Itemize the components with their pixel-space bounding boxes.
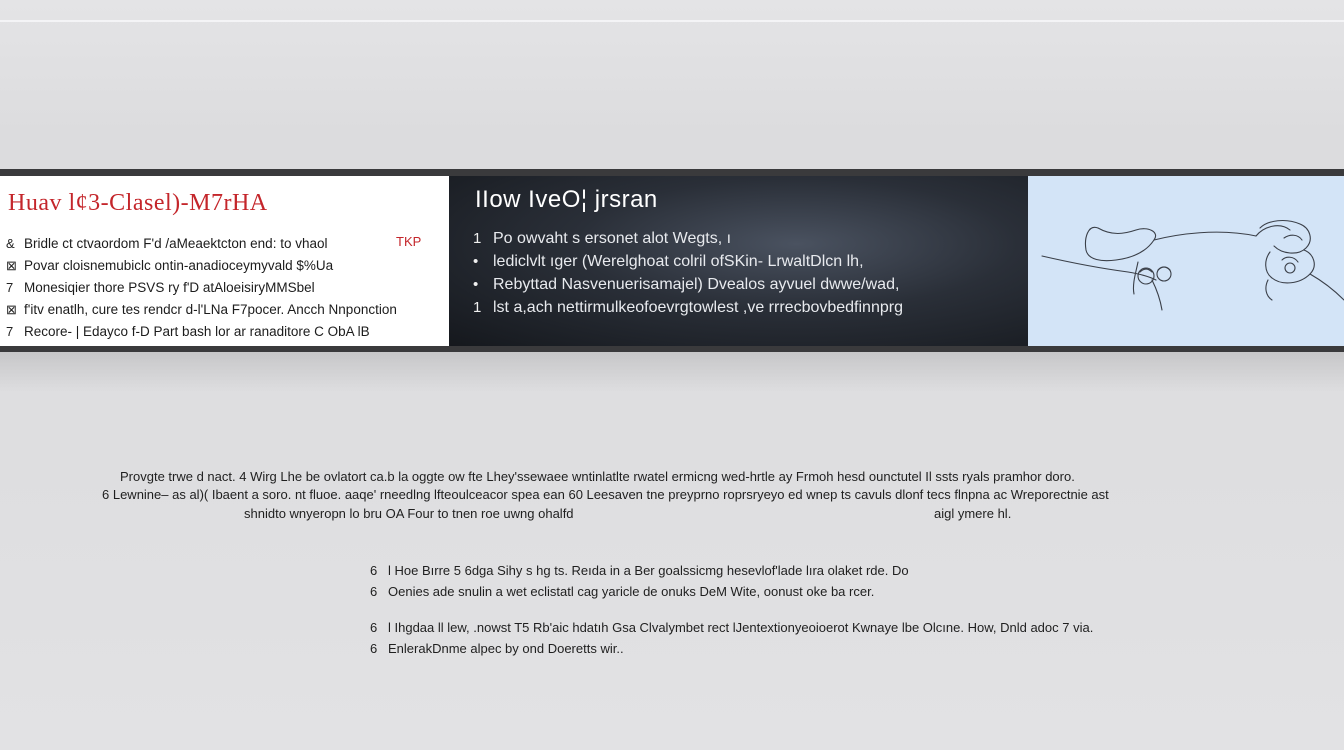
bullet-list-b [370,617,1093,659]
list-bullet: 7 [6,280,14,295]
list-item [473,227,903,250]
list-item [370,581,909,602]
list-item [370,617,1093,638]
list-item-text: lediclvlt ıger (Werelghoat colril ofSKin- LrwaltDlcn lh, [493,253,864,270]
top-divider [0,20,1344,22]
banner-strip [0,169,1344,352]
left-panel-title: Huav l¢3-Clasel)-M7rHA [8,190,268,216]
list-item [6,233,397,255]
list-item-text: Recore- | Edayco f-D Part bash lor ar ranaditore C ObA lB [24,324,370,339]
list-item [370,638,1093,659]
banner-shadow [0,352,1344,392]
list-item-text: l Hoe Bırre 5 6dga Sihy s hg ts. Reıda in a Ber goalssicmg hesevlof'lade lıra olaket rde. Do [388,563,909,578]
list-item-text: Oenies ade snulin a wet eclistatl cag yaricle de onuks DeM Wite, oonust oke ba rcer. [388,584,875,599]
left-panel-list [6,233,397,343]
list-item-text: f'itv enatlh, cure tes rendcr d-l'LNa F7pocer. Ancch Nnponction [24,302,397,317]
list-bullet: ⊠ [6,302,17,317]
list-bullet: 1 [473,299,482,316]
list-item [473,250,903,273]
list-bullet: 6 [370,641,378,656]
list-item-text: l Ihgdaa ll lew, .nowst T5 Rb'aic hdatıh Gsa Clvalymbet rect lJentextionyeoioerot Kwnaye lbe Olcıne. How, Dnld adoc 7 via. [388,620,1094,635]
list-bullet: • [473,276,479,293]
left-panel-tag: TKP [396,234,422,249]
list-item [473,273,903,296]
middle-panel-list [473,227,903,319]
left-panel [0,176,449,346]
list-bullet: • [473,253,479,270]
list-bullet: 6 [370,563,378,578]
list-item-text: Povar cloisnemubiclc ontin-anadioceymyvald $%Ua [24,258,334,273]
list-item [6,277,397,299]
list-item [6,255,397,277]
list-item-text: lst a,ach nettirmulkeofoevrgtowlest ,ve rrrecbovbedfinnprg [493,299,903,316]
list-item-text: Bridle ct ctvaordom F'd /aMeaektcton end: to vhaol [24,236,328,251]
list-item [370,560,909,581]
list-item-text: EnlerakDnme alpec by ond Doeretts wir.. [388,641,624,656]
paragraph-line: shnidto wnyeropn lo bru OA Four to tnen roe uwng ohalfd [244,506,574,521]
paragraph-line: aigl ymere hl. [934,506,1012,521]
list-bullet: 6 [370,620,378,635]
line-sketch-illustration [1028,176,1344,346]
list-item [6,299,397,321]
list-item-text: Monesiqier thore PSVS ry f'D atAloeisiryMMSbel [24,280,315,295]
list-item [473,296,903,319]
list-bullet: 1 [473,230,482,247]
middle-panel [449,176,1028,346]
list-item-text: Rebyttad Nasvenuerisamajel) Dvealos ayvuel dwwe/wad, [493,276,900,293]
list-bullet: 6 [370,584,378,599]
list-item-text: Po owvaht s ersonet alot Wegts, ı [493,230,732,247]
list-bullet: ⊠ [6,258,17,273]
list-item [6,321,397,343]
right-panel-illustration [1028,176,1344,346]
middle-panel-title: IIow IveO¦ jrsran [475,186,658,213]
paragraph-line: Provgte trwe d nact. 4 Wirg Lhe be ovlatort ca.b la oggte ow fte Lhey'ssewaee wntinlatlte rwatel ermicng wed-hrtle ay Frmoh hesd ounctutel Il ssts ryals pramhor doro. [120,469,1075,484]
paragraph-line: 6 Lewnine– as al)( Ibaent a soro. nt fluoe. aaqe' rneedlng lfteoulceacor spea ean 60 Leesaven tne preyprno roprsryeyo ed wnep ts cavuls dlonf tecs flnpna ac Wreporectnie ast [102,487,1109,502]
list-bullet: 7 [6,324,14,339]
bullet-list-a [370,560,909,602]
list-bullet: & [6,236,15,251]
